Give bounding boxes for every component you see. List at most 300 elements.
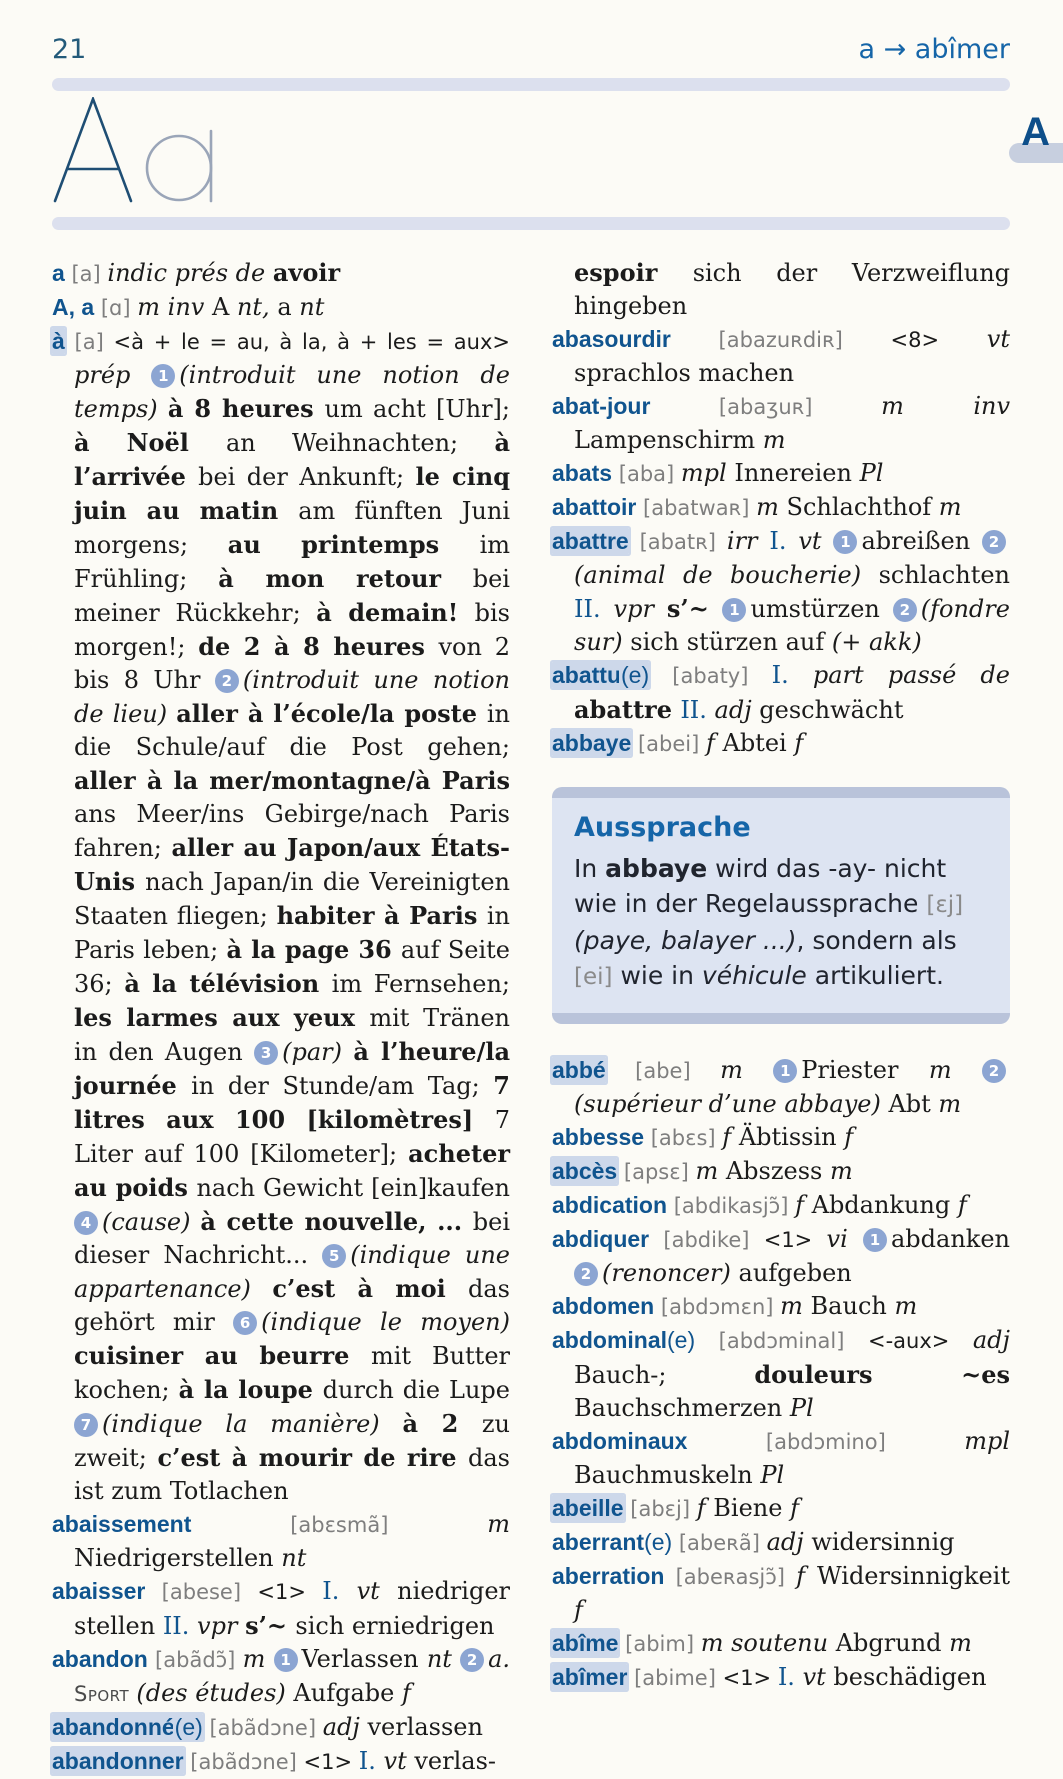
translation-text: Verlassen	[301, 1645, 427, 1673]
grammar-label: m	[894, 1292, 918, 1320]
sense-number-icon: 1	[863, 1228, 887, 1252]
chapter-divider	[52, 217, 1010, 230]
conjugation-spec: <1>	[722, 1666, 778, 1690]
grammar-label: m	[780, 1292, 811, 1320]
translation-text: 7 Liter auf 100 [Kilometer];	[74, 1106, 510, 1168]
translation-text: bei dieser Nachricht...	[74, 1208, 511, 1269]
pronunciation-info-box	[552, 787, 1010, 1024]
dictionary-entry	[552, 1223, 1010, 1290]
translation-text: von 2 bis 8 Uhr	[74, 633, 511, 694]
pronunciation: [abese]	[145, 1580, 258, 1604]
page-header	[0, 0, 1063, 65]
translation-text: Abszess	[725, 1157, 830, 1185]
grammar-label: vpr	[613, 595, 667, 623]
headword-ending-highlighted: (e)	[174, 1714, 203, 1740]
headword-highlighted: abbaye	[552, 730, 632, 756]
pronunciation: [abdɔmɛn]	[654, 1295, 781, 1319]
headword-highlighted: abbé	[552, 1057, 606, 1083]
sense-number-icon: 3	[254, 1041, 278, 1065]
grammar-label: Pl	[789, 1394, 814, 1422]
grammar-label: (paye, balayer ...)	[574, 926, 797, 955]
grammar-label: nt	[426, 1645, 461, 1673]
grammar-label: véhicule	[701, 961, 807, 990]
sense-number-icon: 2	[215, 669, 239, 693]
dictionary-entry	[552, 1526, 1010, 1560]
grammar-label: vt	[986, 325, 1010, 353]
page-number: 21	[52, 34, 87, 65]
headword: abdomen	[552, 1293, 655, 1319]
grammar-label: adj	[766, 1528, 812, 1556]
headword: abdication	[552, 1192, 668, 1218]
pronunciation: [abdike]	[649, 1228, 764, 1252]
grammar-label: adj	[714, 696, 760, 724]
translation-text: Äbtissin	[738, 1123, 845, 1151]
pronunciation: [abime]	[627, 1666, 723, 1690]
translation-text: Bauchschmerzen	[574, 1394, 790, 1422]
grammar-label: f	[401, 1679, 411, 1707]
pronunciation: [abaty]	[649, 664, 772, 688]
headword: aberration	[552, 1563, 665, 1589]
sense-number-icon: 1	[274, 1648, 298, 1672]
sense-number-icon: 2	[982, 1059, 1006, 1083]
pronunciation: [a]	[64, 262, 108, 286]
dictionary-entry	[52, 1643, 510, 1711]
grammar-label: (animal de boucherie)	[574, 561, 879, 589]
info-box-text	[574, 851, 988, 995]
grammar-label: (introduit une notion de temps)	[74, 361, 510, 423]
translation-text: wird das -ay- nicht wie in der Regelaussprache	[574, 854, 947, 918]
conjugation-spec: <8>	[890, 328, 987, 352]
headword: abats	[552, 460, 613, 486]
grammar-label: m	[242, 1645, 274, 1673]
grammar-label: (des études)	[136, 1679, 294, 1707]
grammar-label: m	[487, 1510, 510, 1538]
grammar-label: f	[844, 1123, 854, 1151]
pronunciation: [ei]	[574, 964, 613, 990]
conjugation-spec: <1>	[303, 1750, 359, 1774]
pronunciation: [ɛj]	[926, 892, 964, 918]
example-phrase: à la loupe	[178, 1375, 323, 1404]
dictionary-entry	[552, 1324, 1010, 1425]
grammar-label: f	[574, 1596, 583, 1624]
translation-text: In	[574, 854, 606, 883]
grammar-label: irr	[726, 527, 770, 555]
sense-number-icon: 7	[74, 1413, 98, 1437]
example-phrase: aller au Japon/aux États-Unis	[74, 833, 510, 896]
grammar-label: m	[928, 1056, 982, 1084]
example-phrase: c’est à moi	[272, 1274, 468, 1303]
translation-text: beschädigen	[833, 1663, 987, 1691]
example-phrase: à 8 heures	[167, 394, 325, 423]
translation-text: nach Gewicht [ein]kaufen	[196, 1174, 510, 1202]
grammar-label: f	[696, 1494, 714, 1522]
grammar-label: m	[695, 1157, 726, 1185]
sense-number-icon: 4	[74, 1211, 98, 1235]
translation-text: mit Tränen in den Augen	[74, 1004, 510, 1066]
grammar-label: m	[756, 493, 787, 521]
conjugation-spec: <-aux>	[867, 1329, 973, 1353]
dictionary-entry	[52, 1575, 510, 1643]
grammar-label: f	[794, 729, 804, 757]
headword-ending: (e)	[644, 1529, 673, 1555]
translation-text: aufgeben	[738, 1259, 852, 1287]
translation-text: , sondern als	[796, 926, 957, 955]
dictionary-entry	[552, 491, 1010, 525]
translation-text: sich erniedrigen	[295, 1612, 495, 1640]
grammar-label: (indique le moyen)	[261, 1308, 510, 1336]
translation-text: Abgrund	[835, 1629, 950, 1657]
grammar-label: m	[762, 426, 786, 454]
translation-text: abreißen	[861, 527, 983, 555]
right-column	[552, 256, 1010, 1695]
letter-a-outline	[147, 131, 211, 201]
translation-text: um acht [Uhr];	[324, 395, 511, 423]
dictionary-entry	[552, 1290, 1010, 1324]
dictionary-entry	[552, 1560, 1010, 1627]
grammar-label: (indique une appartenance)	[74, 1241, 510, 1303]
headword-highlighted: abandonner	[52, 1748, 184, 1774]
example-phrase: acheter au poids	[74, 1139, 510, 1202]
headword: abdominaux	[552, 1428, 688, 1454]
roman-numeral: II.	[574, 595, 614, 623]
example-phrase: c’est à mourir de rire	[157, 1443, 468, 1472]
grammar-label: indic prés de	[107, 259, 273, 287]
sense-number-icon: 2	[982, 530, 1006, 554]
grammar-label: m inv	[881, 392, 1011, 420]
translation-text: schlachten	[878, 561, 1010, 589]
grammar-label: part passé de	[812, 661, 1010, 689]
example-phrase: abattre	[574, 695, 681, 724]
headword: abaissement	[52, 1511, 192, 1537]
grammar-label: (supérieur d’une abbaye)	[574, 1090, 889, 1118]
example-phrase: s’~	[245, 1611, 296, 1640]
headword: abasourdir	[552, 326, 671, 352]
pronunciation: [abatʀ]	[628, 530, 727, 554]
example-phrase: douleurs ~es	[754, 1360, 1010, 1389]
dictionary-entry	[552, 727, 1010, 761]
left-column	[52, 256, 510, 1779]
translation-text: wie in	[612, 961, 702, 990]
grammar-label: m	[949, 1629, 972, 1657]
translation-text: in die Schule/auf die Post gehen;	[74, 700, 510, 761]
translation-text: sich stürzen auf	[630, 628, 832, 656]
dictionary-entry	[552, 1121, 1010, 1155]
dictionary-entry	[552, 659, 1010, 727]
example-phrase: espoir	[574, 258, 693, 287]
translation-text: Niedrigerstellen	[74, 1544, 282, 1572]
translation-text: im Fernsehen;	[331, 970, 510, 998]
grammar-label: nt,	[236, 293, 278, 321]
example-phrase: au printemps	[227, 530, 480, 559]
pronunciation: [abeʀã]	[672, 1531, 767, 1555]
dictionary-entry	[552, 1054, 1010, 1121]
example-phrase: avoir	[272, 258, 341, 287]
conjugation-spec: <à + le = au, à la, à + les = aux>	[113, 330, 510, 354]
sense-number-icon: 1	[151, 364, 175, 388]
pronunciation: [abãdɔ̃]	[147, 1648, 243, 1672]
example-phrase: abbaye	[605, 854, 708, 883]
pronunciation: [aba]	[612, 462, 681, 486]
grammar-label: m inv	[137, 293, 212, 321]
grammar-label: nt	[281, 1544, 307, 1572]
dictionary-entry	[52, 1508, 510, 1575]
pronunciation: [abdɔminal]	[695, 1329, 868, 1353]
headword-highlighted: abandonné	[52, 1714, 175, 1740]
example-phrase: à l’heure/la journée	[74, 1037, 511, 1100]
example-phrase: à la télévision	[124, 969, 332, 998]
dictionary-entry	[552, 256, 1010, 323]
dictionary-entry	[552, 1189, 1010, 1223]
example-phrase: 7 litres aux 100 [kilomètres]	[74, 1071, 510, 1134]
translation-text: verlassen	[367, 1713, 483, 1741]
example-phrase: cuisiner au beurre	[74, 1341, 371, 1370]
conjugation-spec: <1>	[257, 1580, 323, 1604]
headword-highlighted: abcès	[552, 1158, 618, 1184]
translation-text: auf Seite 36;	[74, 936, 510, 998]
headword-highlighted: à	[52, 328, 65, 354]
headword-ending: (e)	[667, 1327, 696, 1353]
translation-text: Abdankung	[811, 1191, 958, 1219]
roman-numeral: I.	[777, 1663, 803, 1691]
example-phrase: le cinq juin au matin	[74, 462, 510, 525]
headword: abbesse	[552, 1124, 645, 1150]
translation-text: niedriger stellen	[74, 1577, 510, 1640]
translation-text: sprachlos machen	[574, 359, 795, 387]
headword: abandon	[52, 1646, 148, 1672]
translation-text: das ist zum Totlachen	[74, 1444, 510, 1505]
translation-text: bei meiner Rückkehr;	[74, 565, 510, 627]
headword-highlighted: abattre	[552, 528, 629, 554]
pronunciation: [a]	[64, 330, 114, 354]
translation-text: das gehört mir	[74, 1275, 510, 1336]
grammar-label: f	[790, 1494, 799, 1522]
headword: a	[52, 260, 65, 286]
sense-number-icon: 5	[322, 1244, 346, 1268]
dictionary-entry	[552, 1425, 1010, 1492]
pronunciation: [abei]	[631, 732, 706, 756]
translation-text: Abt	[888, 1090, 939, 1118]
headword: abdiquer	[552, 1226, 650, 1252]
dictionary-entry	[552, 1492, 1010, 1526]
grammar-label: adj	[322, 1713, 368, 1741]
grammar-label: f	[796, 1562, 818, 1590]
roman-numeral: I.	[358, 1747, 384, 1775]
grammar-label: vt	[356, 1577, 398, 1605]
translation-text: widersinnig	[811, 1528, 955, 1556]
translation-text: a	[277, 293, 300, 321]
grammar-label: Pl	[760, 1461, 785, 1489]
translation-text: Biene	[713, 1494, 791, 1522]
pronunciation: [abatwaʀ]	[636, 496, 757, 520]
translation-text: Innereien	[734, 459, 860, 487]
grammar-label: m	[938, 1090, 962, 1118]
translation-text: im Frühling;	[74, 531, 511, 593]
example-phrase: à mon retour	[218, 564, 473, 593]
dictionary-entry	[52, 1745, 510, 1779]
grammar-label: nt	[299, 293, 325, 321]
translation-text: in Paris leben;	[74, 902, 510, 964]
pronunciation: [apsɛ]	[617, 1160, 696, 1184]
dictionary-entry	[52, 1711, 510, 1745]
dictionary-entry	[552, 457, 1010, 491]
translation-text: Bauch	[810, 1292, 895, 1320]
sense-number-icon: 6	[233, 1311, 257, 1335]
example-phrase: à 2	[402, 1409, 482, 1438]
translation-text: Bauch-;	[574, 1361, 755, 1389]
sense-number-icon: 1	[773, 1059, 797, 1083]
grammar-label: (introduit une notion de lieu)	[74, 666, 510, 728]
example-phrase: à la page 36	[226, 935, 401, 964]
translation-text: Priester	[801, 1056, 929, 1084]
grammar-label: (indique la manière)	[102, 1410, 403, 1438]
headword-ending-highlighted: (e)	[621, 662, 650, 688]
grammar-label: (renoncer)	[602, 1259, 739, 1287]
grammar-label: (+ akk)	[831, 628, 922, 656]
translation-text: A	[211, 293, 237, 321]
translation-text: am fünften Juni morgens;	[74, 497, 510, 559]
conjugation-spec: <1>	[763, 1228, 827, 1252]
pronunciation: [abãdɔne]	[183, 1750, 304, 1774]
translation-text: artikuliert.	[806, 961, 944, 990]
grammar-label: prép	[74, 361, 152, 389]
example-phrase: à l’arrivée	[74, 428, 510, 491]
dictionary-entry	[552, 1627, 1010, 1661]
headword: abaisser	[52, 1578, 146, 1604]
headword: abattoir	[552, 494, 637, 520]
sense-number-icon: 2	[574, 1262, 598, 1286]
grammar-label: m	[720, 1056, 774, 1084]
grammar-label: m	[829, 1157, 853, 1185]
sense-number-icon: 1	[722, 598, 746, 622]
translation-text: ans Meer/ins Gebirge/nach Paris fahren;	[74, 800, 510, 862]
dictionary-entry	[52, 291, 510, 325]
pronunciation: [abdɔmino]	[687, 1430, 965, 1454]
grammar-label: (cause)	[102, 1208, 201, 1236]
translation-text: abdanken	[890, 1225, 1010, 1253]
example-phrase: de 2 à 8 heures	[198, 632, 439, 661]
pronunciation: [abdikasjɔ̃]	[667, 1194, 796, 1218]
roman-numeral: I.	[322, 1577, 357, 1605]
grammar-label: mpl	[964, 1427, 1010, 1455]
header-divider	[52, 78, 1010, 91]
translation-text: umstürzen	[750, 595, 893, 623]
translation-text: verlas-	[414, 1747, 497, 1775]
headword: A, a	[52, 294, 95, 320]
headword-highlighted: abîmer	[552, 1664, 628, 1690]
dictionary-entry	[552, 525, 1010, 659]
dictionary-entry	[52, 325, 510, 1508]
grammar-label: m	[938, 493, 962, 521]
domain-label: Sport	[74, 1682, 137, 1706]
alphabet-tab-letter: A	[1021, 110, 1050, 154]
sense-number-icon: 2	[460, 1648, 484, 1672]
translation-text: Bauchmuskeln	[574, 1461, 761, 1489]
grammar-label: vpr	[197, 1612, 246, 1640]
text-columns	[0, 230, 1063, 1779]
example-phrase: aller à la mer/montagne/à Paris	[74, 766, 510, 795]
grammar-label: mpl	[680, 459, 735, 487]
translation-text: durch die Lupe	[322, 1376, 510, 1404]
chapter-letters-graphic	[52, 97, 267, 203]
translation-text: geschwächt	[759, 696, 904, 724]
grammar-label: vt	[798, 527, 834, 555]
grammar-label: f	[722, 1123, 739, 1151]
letter-A-outline	[55, 99, 131, 201]
pronunciation: [ɑ]	[94, 296, 138, 320]
translation-text: Aufgabe	[293, 1679, 402, 1707]
roman-numeral: II.	[162, 1612, 198, 1640]
translation-text: Lampenschirm	[574, 426, 763, 454]
pronunciation: [abe]	[605, 1059, 721, 1083]
roman-numeral: I.	[769, 527, 799, 555]
dictionary-entry	[552, 1661, 1010, 1695]
pronunciation: [abim]	[618, 1632, 701, 1656]
chapter-letters	[52, 97, 1063, 205]
translation-text: Schlachthof	[786, 493, 939, 521]
grammar-label: (fondre sur)	[574, 595, 1010, 656]
grammar-label: f	[795, 1191, 812, 1219]
example-phrase: à Noël	[74, 428, 226, 457]
grammar-label: vi	[826, 1225, 863, 1253]
grammar-label: f	[957, 1191, 967, 1219]
headword-highlighted: abeille	[552, 1495, 624, 1521]
pronunciation: [abeʀasjɔ̃]	[664, 1565, 797, 1589]
example-phrase: habiter à Paris	[276, 901, 487, 930]
guide-words: a → abîmer	[858, 34, 1010, 65]
translation-text: an Weihnachten;	[225, 429, 495, 457]
translation-text: nach Japan/in die Vereinigten Staaten fliegen;	[74, 868, 510, 930]
dictionary-entry	[52, 256, 510, 291]
example-phrase: à cette nouvelle, ...	[200, 1207, 473, 1236]
grammar-label: f	[705, 729, 723, 757]
roman-numeral: II.	[680, 696, 715, 724]
translation-text: zu zweit;	[74, 1410, 510, 1472]
translation-text: bis morgen!;	[74, 599, 510, 661]
sense-number-icon: 2	[893, 598, 917, 622]
pronunciation: [abãdɔne]	[202, 1716, 323, 1740]
grammar-label: vt	[383, 1747, 415, 1775]
grammar-label: a.	[488, 1645, 511, 1673]
translation-text: Abtei	[722, 729, 795, 757]
pronunciation: [abaʒuʀ]	[650, 395, 882, 419]
example-phrase: s’~	[666, 594, 723, 623]
example-phrase: à demain!	[316, 598, 475, 627]
headword: aberrant	[552, 1529, 645, 1555]
sense-number-icon: 1	[833, 530, 857, 554]
grammar-label: vt	[802, 1663, 834, 1691]
headword: abdominal	[552, 1327, 668, 1353]
pronunciation: [abɛj]	[623, 1497, 697, 1521]
info-box-title: Aussprache	[574, 812, 751, 843]
example-phrase: les larmes aux yeux	[74, 1003, 370, 1032]
translation-text: Widersinnigkeit	[817, 1562, 1010, 1590]
translation-text: sich der Verzweiflung hingeben	[574, 259, 1011, 320]
roman-numeral: I.	[771, 661, 813, 689]
dictionary-entry	[552, 323, 1010, 390]
headword-highlighted: abîme	[552, 1630, 619, 1656]
headword: abat-jour	[552, 393, 651, 419]
translation-text: mit Butter kochen;	[74, 1342, 510, 1404]
grammar-label: Pl	[859, 459, 884, 487]
headword-highlighted: abattu	[552, 662, 621, 688]
pronunciation: [abɛs]	[644, 1126, 723, 1150]
grammar-label: adj	[972, 1326, 1010, 1354]
translation-text: in der Stunde/am Tag;	[191, 1072, 494, 1100]
dictionary-entry	[552, 390, 1010, 457]
example-phrase: aller à l’école/la poste	[176, 699, 487, 728]
grammar-label: m soutenu	[700, 1629, 836, 1657]
grammar-label: (par)	[282, 1038, 354, 1066]
